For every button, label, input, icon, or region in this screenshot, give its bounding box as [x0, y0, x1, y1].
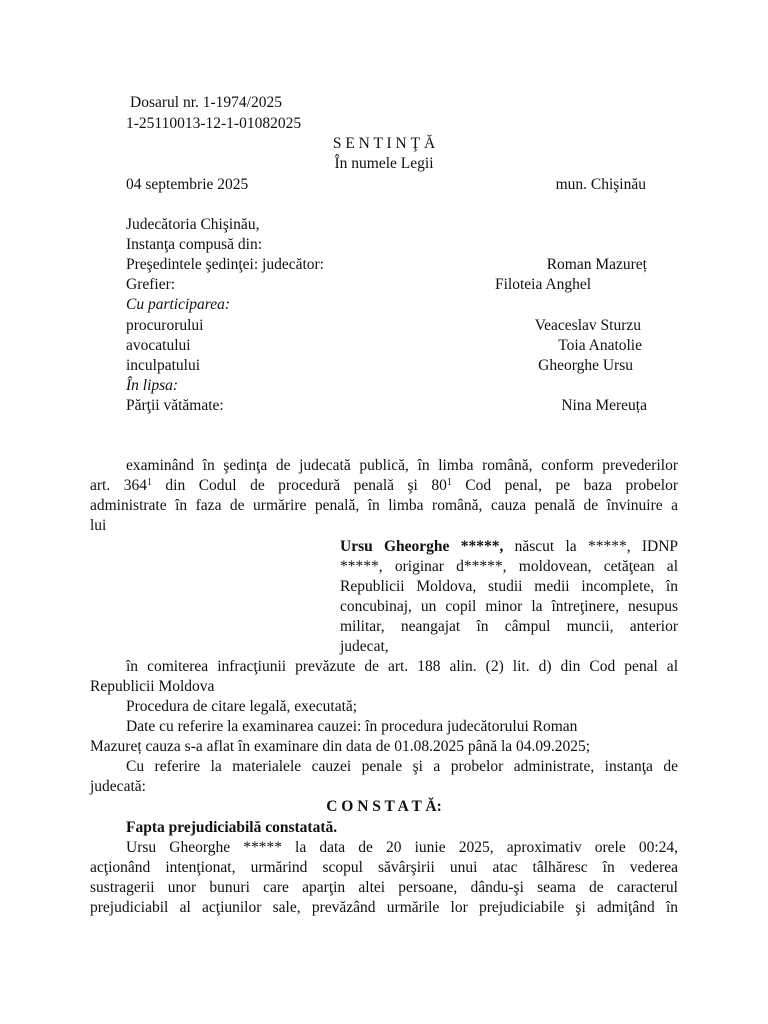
sentence-date: 04 septembrie 2025 [126, 176, 249, 193]
paragraph-line: lui [90, 517, 107, 534]
presiding-judge: Roman Mazureț [546, 256, 647, 273]
paragraph-line: examinând în şedinţa de judecată publică, în limba română, conform prevederilor [126, 457, 678, 474]
court-name: Judecătoria Chişinău, [126, 216, 260, 233]
lawyer-name: Toia Anatolie [558, 337, 642, 354]
defendant-name: Gheorghe Ursu [538, 357, 633, 374]
reference-line: Cu referire la materialele cauzei penale şi a probelor administrate, instanţa de [126, 758, 678, 775]
court-composition: Instanţa compusă din: [126, 236, 263, 253]
examination-line: Date cu referire la examinarea cauzei: în procedura judecătorului Roman [126, 718, 578, 735]
victim-label: Părţii vătămate: [126, 397, 224, 414]
defendant-identity-line: *****, originar d*****, moldovean, cetăţean al [340, 558, 678, 575]
paragraph-line: administrate în faza de urmărire penală, în limba română, cauza penală de învinuire a [90, 497, 678, 514]
fact-line: Ursu Gheorghe ***** la data de 20 iunie 2025, aproximativ orele 00:24, [126, 839, 678, 856]
defendant-identity-line: Republicii Moldova, studii medii incomplete, în [340, 578, 678, 595]
fact-heading: Fapta prejudiciabilă constatată. [126, 819, 338, 836]
defendant-label: inculpatului [126, 357, 201, 374]
fact-line: acţionând intenţionat, urmărind scopul săvârşirii unui atac tâlhăresc în vederea [90, 859, 678, 876]
charge-line: în comiterea infracţiunii prevăzute de art. 188 alin. (2) lit. d) din Cod penal al [126, 658, 678, 675]
defendant-identity-line: concubinaj, un copil minor la întreţinere, nesupus [340, 598, 678, 615]
prosecutor-name: Veaceslav Sturzu [534, 317, 641, 334]
lawyer-label: avocatului [126, 337, 191, 354]
charge-line: Republicii Moldova [90, 678, 215, 695]
paragraph-line: art. $364^1$ din Codul de procedură penală şi $80^1$ Cod penal, pe baza probelor [90, 477, 678, 494]
examination-line: Mazureț cauza s-a aflat în examinare din data de 01.08.2025 până la 04.09.2025; [90, 738, 591, 755]
absent-label: În lipsa: [126, 377, 179, 394]
defendant-identity-line: militar, neangajat în câmpul muncii, anterior [340, 618, 678, 635]
case-code: 1-25110013-12-1-01082025 [126, 115, 302, 132]
victim-name: Nina Mereuța [561, 397, 647, 414]
presiding-label: Preşedintele şedinţei: judecător: [126, 256, 324, 273]
fact-line: prejudiciabil al acţiunilor sale, prevăzând urmările lor prejudiciabile şi admiţând în [90, 899, 678, 916]
defendant-identity-line: Ursu Gheorghe *****, născut la *****, IDNP [340, 538, 679, 555]
case-file-number: Dosarul nr. 1-1974/2025 [130, 94, 282, 111]
participation-label: Cu participarea: [126, 296, 231, 313]
section-heading-finds: C O N S T A T Ă: [326, 798, 442, 815]
prosecutor-label: procurorului [126, 317, 204, 334]
defendant-full-name: Ursu Gheorghe *****, [340, 538, 504, 555]
summons-line: Procedura de citare legală, executată; [126, 698, 358, 715]
fact-line: sustragerii unor bunuri care aparţin altei persoane, dându-şi seama de caracterul [90, 879, 678, 896]
clerk-label: Grefier: [126, 276, 176, 293]
clerk-name: Filoteia Anghel [495, 276, 592, 293]
reference-line: judecată: [90, 778, 146, 795]
document-subtitle: În numele Legii [334, 155, 434, 172]
sentence-place: mun. Chişinău [555, 176, 646, 193]
document-title: S E N T I N Ţ Ă [332, 135, 436, 152]
defendant-identity-line: judecat, [340, 638, 389, 655]
